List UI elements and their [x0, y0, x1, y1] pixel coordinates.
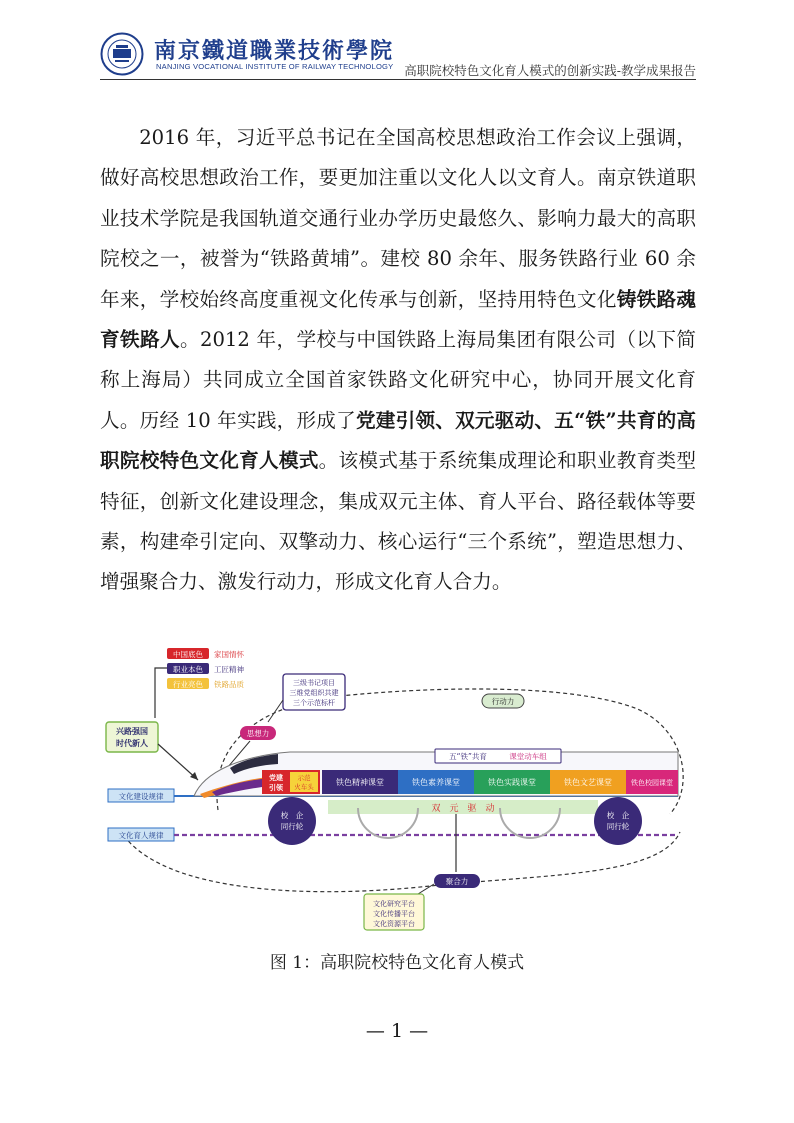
school-name-cn: 南京鐵道職業技術學院 [154, 38, 395, 64]
course-label: 铁色校园课堂 [631, 779, 673, 787]
course-label: 铁色文艺课堂 [564, 778, 612, 787]
wheel-left [268, 797, 316, 845]
body-text-3: 。该模式基于系统集成理论和职业教育类型特征，创新文化建设理念，集成双元主体、育人平台、路径载体等要素，构建牵引定向、双擎动力、核心运行“三个系统”，塑造思想力、增强聚合力、激发行动力，形成文化育人合力。 [100, 449, 697, 594]
header-divider [100, 79, 696, 80]
project-item: 三级书记项目 [293, 679, 335, 687]
platform-item: 文化研究平台 [373, 900, 415, 908]
project-item: 三个示范标杆 [293, 699, 335, 707]
wheel-right [594, 797, 642, 845]
body-text-1: 2016 年，习近平总书记在全国高校思想政治工作会议上强调，做好高校思想政治工作，要更加注重以文化人以文育人。南京铁道职业技术学院是我国轨道交通行业办学历史最悠久、影响力最大的高职院校之一，被誉为“铁路黄埔”。建校 80 余年、服务铁路行业 60 余年来，学校始终高度重视文化传承与创新，坚持用特色文化 [100, 126, 696, 311]
legend-connector [155, 668, 167, 718]
emphasis-2: 党建引领、双元驱动、五“铁”共育的高职院校特色文化育人模式 [100, 408, 696, 473]
wheel-left-2: 同行轮 [280, 822, 304, 831]
platform-item: 文化资源平台 [373, 920, 415, 928]
projects-connector [268, 700, 283, 722]
engine-left-2: 引领 [269, 784, 283, 792]
outer-dashed-ring-bottom [120, 830, 680, 892]
school-name-en: NANJING VOCATIONAL INSTITUTE OF RAILWAY TECHNOLOGY [156, 62, 394, 71]
cohesion-force-label: 聚合力 [445, 877, 469, 886]
platforms-connector [418, 884, 434, 894]
course-label: 铁色精神课堂 [336, 778, 384, 787]
wheel-right-2: 同行轮 [606, 822, 630, 831]
emphasis-1: 铸铁路魂育铁路人 [100, 287, 697, 352]
platform-item: 文化传播平台 [373, 910, 415, 918]
engine-right-1: 示范 [297, 774, 311, 782]
wheel-right-1: 校 企 [606, 811, 630, 820]
report-title: 高职院校特色文化育人模式的创新实践-教学成果报告 [404, 63, 696, 78]
project-item: 三维党组织共建 [289, 689, 339, 697]
engine-right-2: 火车头 [294, 783, 314, 791]
figure-caption: 图 1：高职院校特色文化育人模式 [269, 953, 525, 973]
wheel-left-1: 校 企 [280, 811, 304, 820]
train-label-b: 课堂动车组 [509, 752, 547, 761]
page-header [100, 32, 696, 78]
body-paragraph [100, 118, 696, 603]
school-seal-icon [100, 32, 144, 76]
education-model-diagram [100, 636, 696, 936]
legend-desc-2: 工匠精神 [214, 665, 244, 674]
goal-arrow [158, 744, 198, 780]
goal-line-2: 时代新人 [116, 739, 148, 748]
rule-build-label: 文化建设规律 [118, 792, 164, 801]
course-label: 铁色实践课堂 [488, 778, 536, 787]
dual-drive-label: 双 元 驱 动 [431, 804, 495, 814]
train-label-a: 五“铁”共育 [449, 752, 487, 761]
legend-tag-2-text: 职业本色 [173, 665, 203, 674]
rule-educate-label: 文化育人规律 [118, 831, 164, 840]
legend-desc-3: 铁路品质 [214, 680, 244, 689]
thought-force-label: 思想力 [246, 729, 270, 738]
action-force-label: 行动力 [491, 697, 515, 706]
legend-tag-3-text: 行业亮色 [173, 680, 203, 689]
page-number: — 1 — [365, 1020, 429, 1042]
goal-line-1: 兴路强国 [116, 727, 148, 736]
body-text-2: 。2012 年，学校与中国铁路上海局集团有限公司（以下简称上海局）共同成立全国首家铁路文化研究中心，协同开展文化育人。历经 10 年实践，形成了 [100, 328, 697, 432]
legend-tag-1-text: 中国底色 [173, 650, 203, 659]
engine-left-1: 党建 [269, 774, 283, 782]
legend [155, 648, 244, 718]
course-label: 铁色素养课堂 [412, 778, 460, 787]
legend-desc-1: 家国情怀 [214, 650, 244, 659]
